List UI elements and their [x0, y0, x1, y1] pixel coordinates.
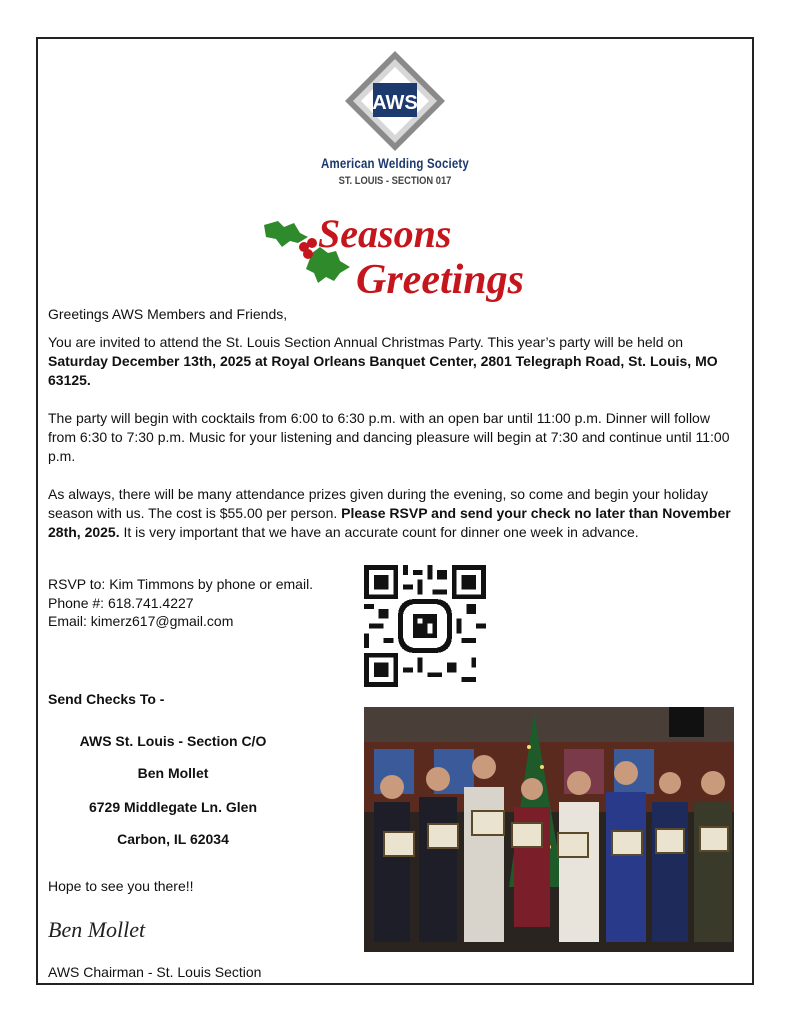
qr-code[interactable] [364, 565, 486, 687]
flyer-frame [36, 37, 754, 985]
address-line-4: Carbon, IL 62034 [117, 831, 229, 847]
org-section: ST. LOUIS - SECTION 017 [338, 175, 452, 187]
phone-line: Phone #: 618.741.4227 [48, 594, 194, 611]
address-line-2: Ben Mollet [137, 765, 209, 781]
signature: Ben Mollet [48, 917, 146, 942]
email-line[interactable]: Email: kimerz617@gmail.com [48, 613, 234, 629]
address-line-1: AWS St. Louis - Section C/O [79, 733, 267, 749]
seasons-greetings-banner [260, 207, 530, 302]
salutation: Greetings AWS Members and Friends, [48, 306, 288, 322]
paragraph-schedule: The party will begin with cocktails from 6:00 to 6:30 p.m. with an open bar until 11:00 p.m. Dinner will follow from 6:30 to 7:30 p.m. Music for your listening and dancing pleasure will begin at 7:30 and continue until 11:00 p.m. [48, 410, 730, 464]
banner-seasons: Seasons [318, 211, 452, 256]
org-name: American Welding Society [321, 155, 469, 171]
holly-berry-icon [307, 238, 317, 248]
signer-title: AWS Chairman - St. Louis Section [48, 964, 262, 980]
send-checks-heading: Send Checks To - [48, 691, 165, 707]
rsvp-contact [48, 575, 313, 631]
aws-diamond-icon [343, 49, 447, 153]
banner-greetings: Greetings [356, 257, 524, 302]
paragraph-invitation: You are invited to attend the St. Louis Section Annual Christmas Party. This year’s party will be held on Saturday December 13th, 2025 at Royal Orleans Banquet Center, 2801 Telegraph Road, St. Louis, MO 63125. [48, 334, 718, 388]
svg-text:AWS: AWS [372, 92, 418, 114]
address-line-3: 6729 Middlegate Ln. Glen [88, 799, 258, 815]
holly-berry-icon [303, 249, 313, 259]
aws-logo [38, 49, 752, 187]
group-photo [364, 707, 734, 952]
paragraph-rsvp: As always, there will be many attendance prizes given during the evening, so come and begin your holiday season with us. The cost is $55.00 per person. Please RSVP and send your check no later than November 28th, 2025. It is very important that we have an accurate count for dinner one week in advance. [48, 486, 731, 540]
closing-line: Hope to see you there!! [48, 878, 194, 894]
rsvp-line: RSVP to: Kim Timmons by phone or email. [48, 576, 314, 592]
